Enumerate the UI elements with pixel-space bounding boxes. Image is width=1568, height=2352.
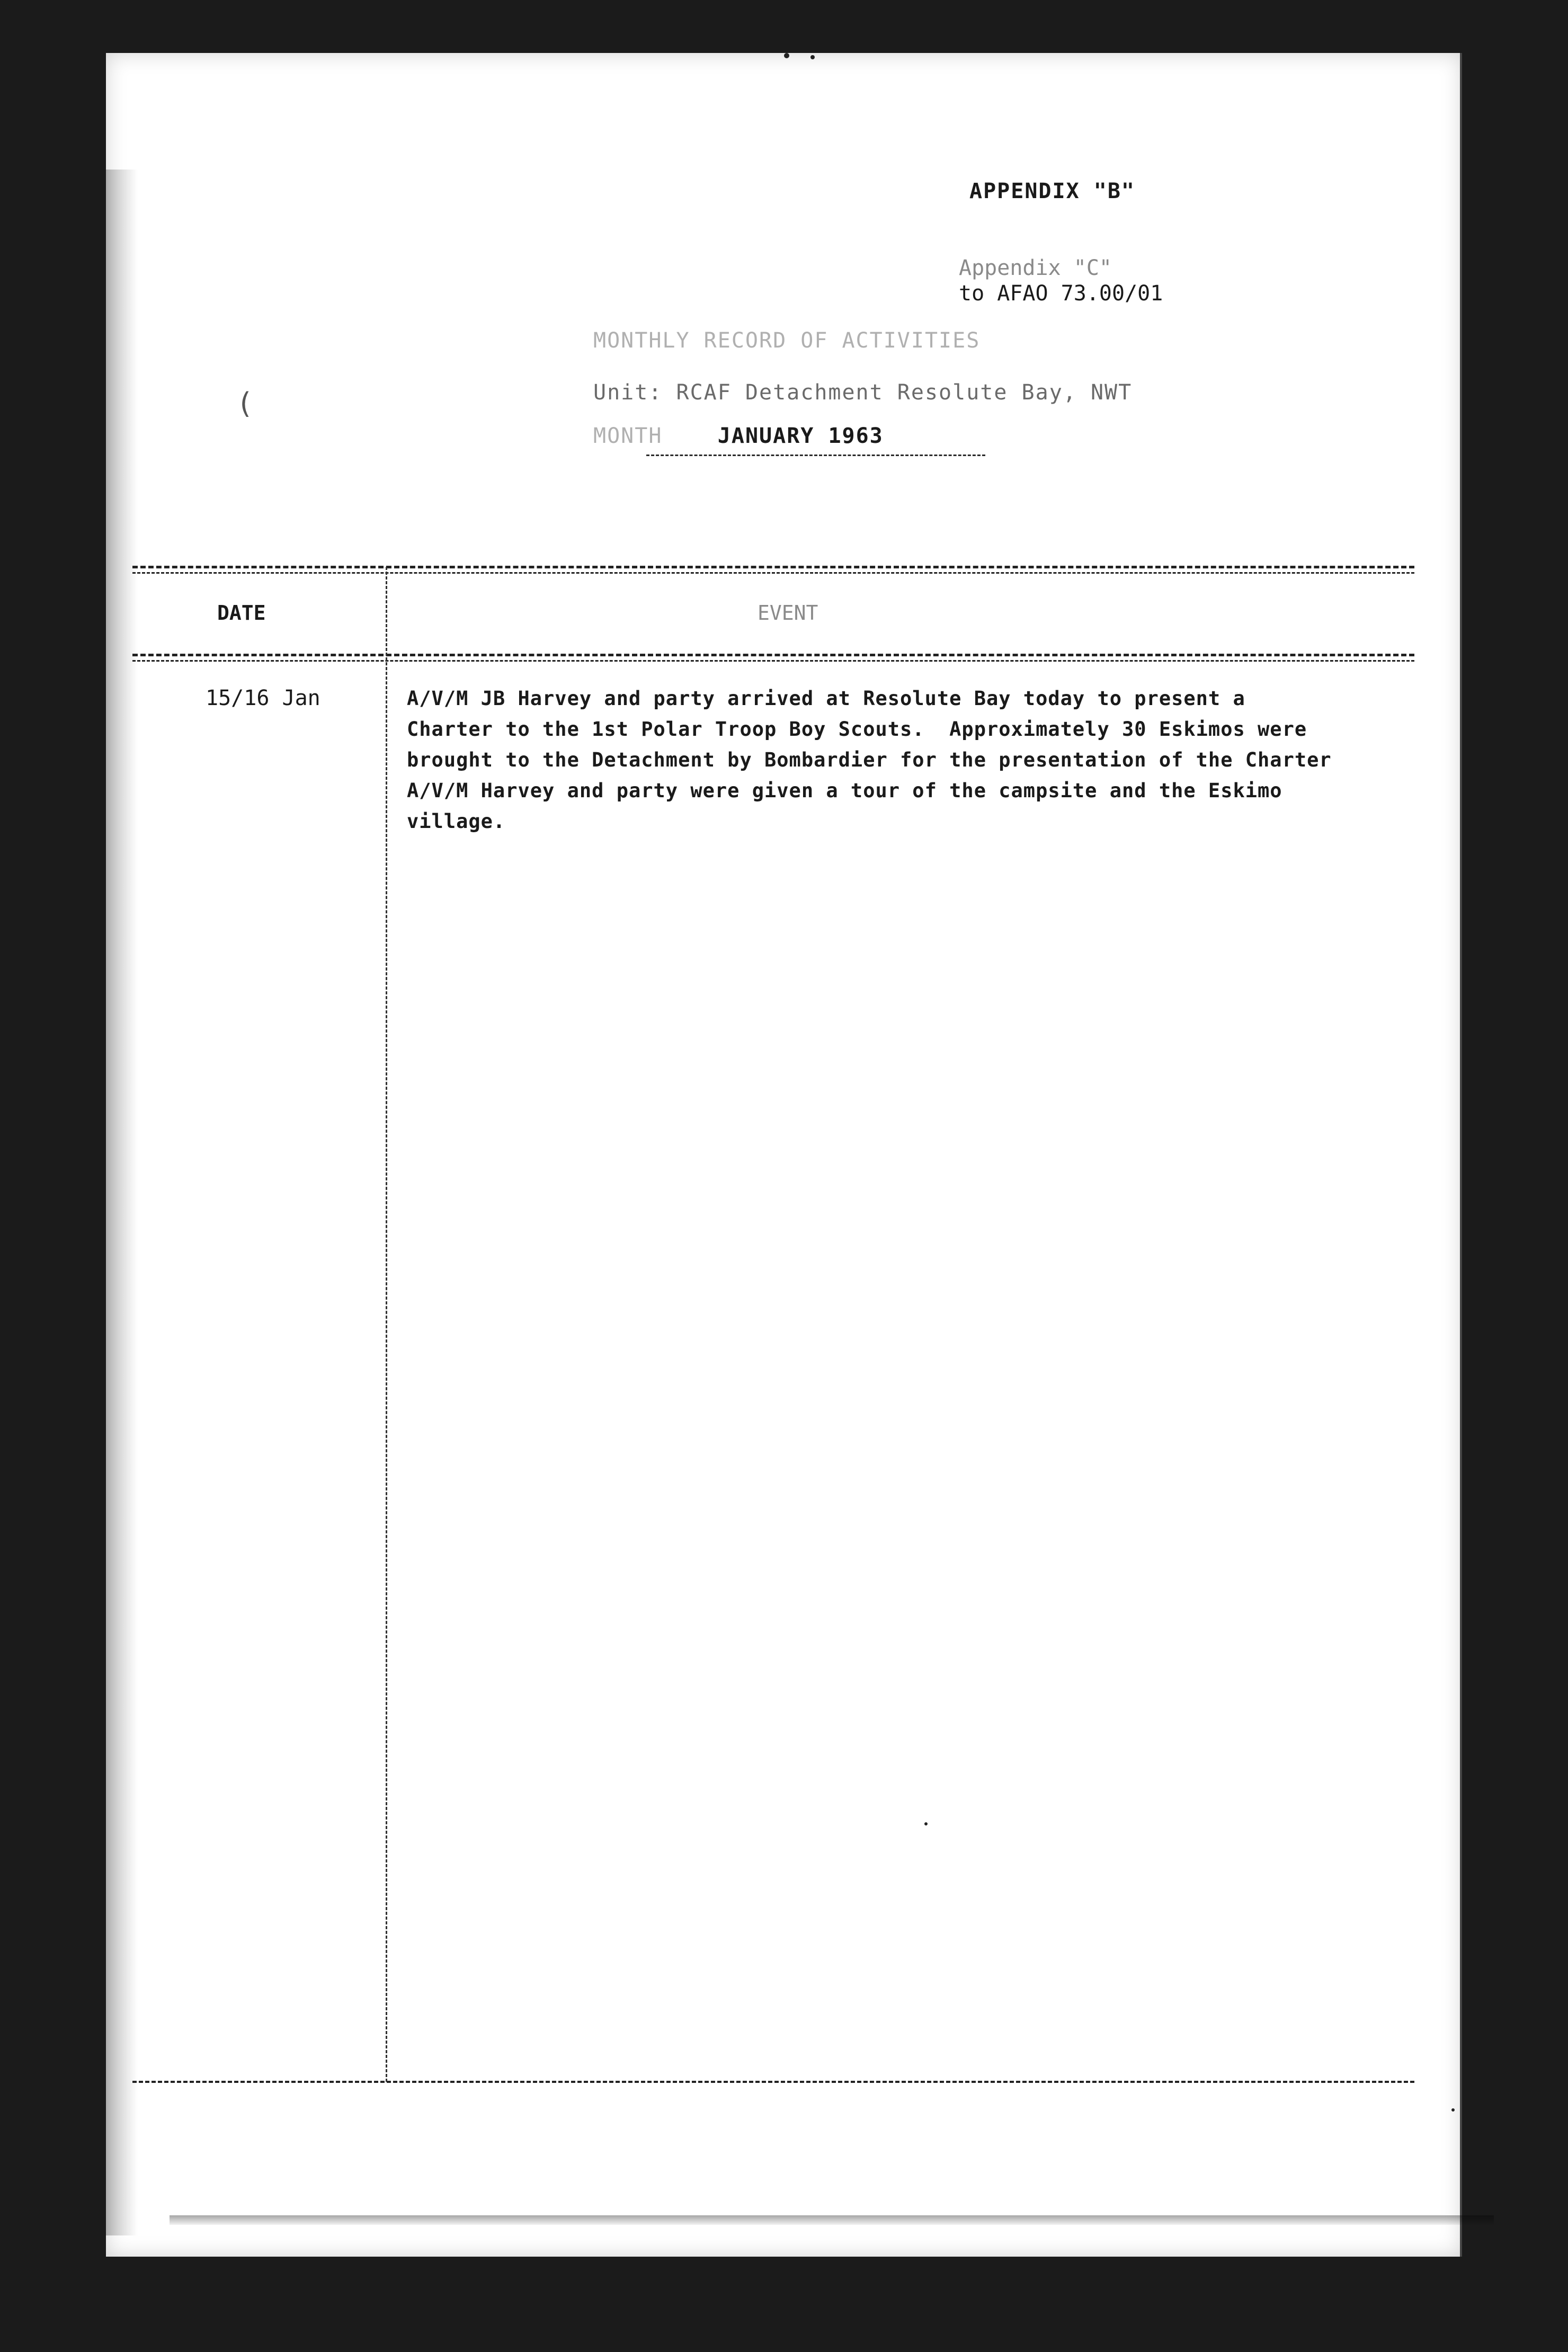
appendix-b-label: APPENDIX "B" bbox=[969, 179, 1135, 203]
table-top-rule bbox=[132, 566, 1414, 568]
speck bbox=[1451, 2108, 1455, 2112]
appendix-c-reference bbox=[959, 255, 1163, 306]
event-line: village. bbox=[407, 810, 506, 833]
month-underline bbox=[646, 455, 985, 456]
table-bottom-rule bbox=[132, 2081, 1414, 2083]
month-value: JANUARY 1963 bbox=[717, 424, 884, 448]
appendix-c-order: to AFAO 73.00/01 bbox=[959, 281, 1163, 306]
event-line: A/V/M JB Harvey and party arrived at Resolute Bay today to present a bbox=[407, 687, 1245, 710]
header-bottom-rule-2 bbox=[132, 660, 1414, 662]
appendix-c-title: Appendix "C" bbox=[959, 256, 1112, 280]
punch-mark bbox=[784, 53, 789, 58]
speck bbox=[924, 1822, 928, 1825]
column-header-date: DATE bbox=[217, 601, 266, 625]
margin-mark: ( bbox=[236, 387, 254, 420]
page-edge bbox=[1460, 53, 1462, 2257]
column-divider bbox=[386, 567, 387, 2082]
punch-mark bbox=[810, 55, 815, 59]
event-line: brought to the Detachment by Bombardier for the presentation of the Charter bbox=[407, 749, 1332, 771]
column-header-event: EVENT bbox=[758, 601, 818, 625]
entry-event bbox=[407, 683, 1435, 837]
event-line: Charter to the 1st Polar Troop Boy Scouts. Approximately 30 Eskimos were bbox=[407, 718, 1307, 741]
month-prefix: MONTH bbox=[593, 424, 663, 448]
unit-line: Unit: RCAF Detachment Resolute Bay, NWT bbox=[593, 380, 1133, 405]
entry-date: 15/16 Jan bbox=[206, 686, 320, 710]
month-line bbox=[593, 424, 884, 448]
header-bottom-rule bbox=[132, 654, 1414, 656]
event-line: A/V/M Harvey and party were given a tour of the campsite and the Eskimo bbox=[407, 779, 1282, 802]
form-title: MONTHLY RECORD OF ACTIVITIES bbox=[593, 328, 981, 353]
table-top-rule-2 bbox=[132, 572, 1414, 574]
document-page bbox=[106, 53, 1462, 2257]
